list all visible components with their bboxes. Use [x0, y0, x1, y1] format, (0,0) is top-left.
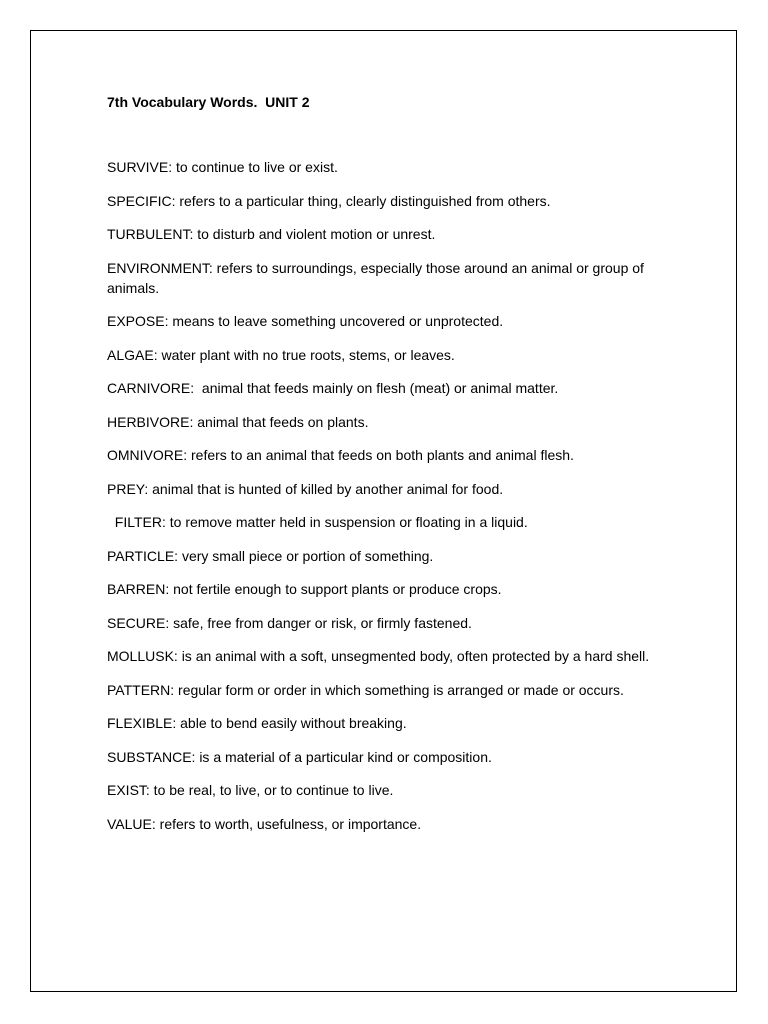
document-page	[30, 30, 737, 992]
vocabulary-entry: SECURE: safe, free from danger or risk, or firmly fastened.	[107, 614, 472, 631]
vocabulary-entry: CARNIVORE: animal that feeds mainly on flesh (meat) or animal matter.	[107, 380, 559, 396]
page-title: 7th Vocabulary Words. UNIT 2	[107, 94, 310, 110]
vocabulary-entry: FLEXIBLE: able to bend easily without breaking.	[107, 715, 407, 731]
vocabulary-entry: EXIST: to be real, to live, or to continue to live.	[107, 782, 394, 798]
vocabulary-entry: SUBSTANCE: is a material of a particular kind or composition.	[107, 748, 492, 765]
vocabulary-entry: FILTER: to remove matter held in suspension or floating in a liquid.	[107, 514, 528, 530]
vocabulary-entry: MOLLUSK: is an animal with a soft, unsegmented body, often protected by a hard shell.	[107, 648, 650, 664]
vocabulary-entry: VALUE: refers to worth, usefulness, or importance.	[107, 815, 422, 832]
vocabulary-entry: ALGAE: water plant with no true roots, stems, or leaves.	[107, 346, 455, 363]
vocabulary-entry: PREY: animal that is hunted of killed by another animal for food.	[107, 480, 504, 497]
vocabulary-entry: EXPOSE: means to leave something uncovered or unprotected.	[107, 313, 504, 329]
vocabulary-entry: BARREN: not fertile enough to support plants or produce crops.	[107, 581, 502, 597]
vocabulary-entry: HERBIVORE: animal that feeds on plants.	[107, 413, 369, 430]
vocabulary-entry: PARTICLE: very small piece or portion of something.	[107, 547, 434, 564]
vocabulary-entry: SURVIVE: to continue to live or exist.	[107, 159, 338, 175]
vocabulary-entry: OMNIVORE: refers to an animal that feeds on both plants and animal flesh.	[107, 447, 574, 463]
vocabulary-entry: PATTERN: regular form or order in which something is arranged or made or occurs.	[107, 681, 624, 698]
vocabulary-entry: TURBULENT: to disturb and violent motion or unrest.	[107, 226, 436, 242]
vocabulary-entry: ENVIRONMENT: refers to surroundings, especially those around an animal or group of animals.	[107, 259, 648, 296]
vocabulary-list	[107, 157, 667, 847]
vocabulary-entry: SPECIFIC: refers to a particular thing, clearly distinguished from others.	[107, 192, 551, 209]
